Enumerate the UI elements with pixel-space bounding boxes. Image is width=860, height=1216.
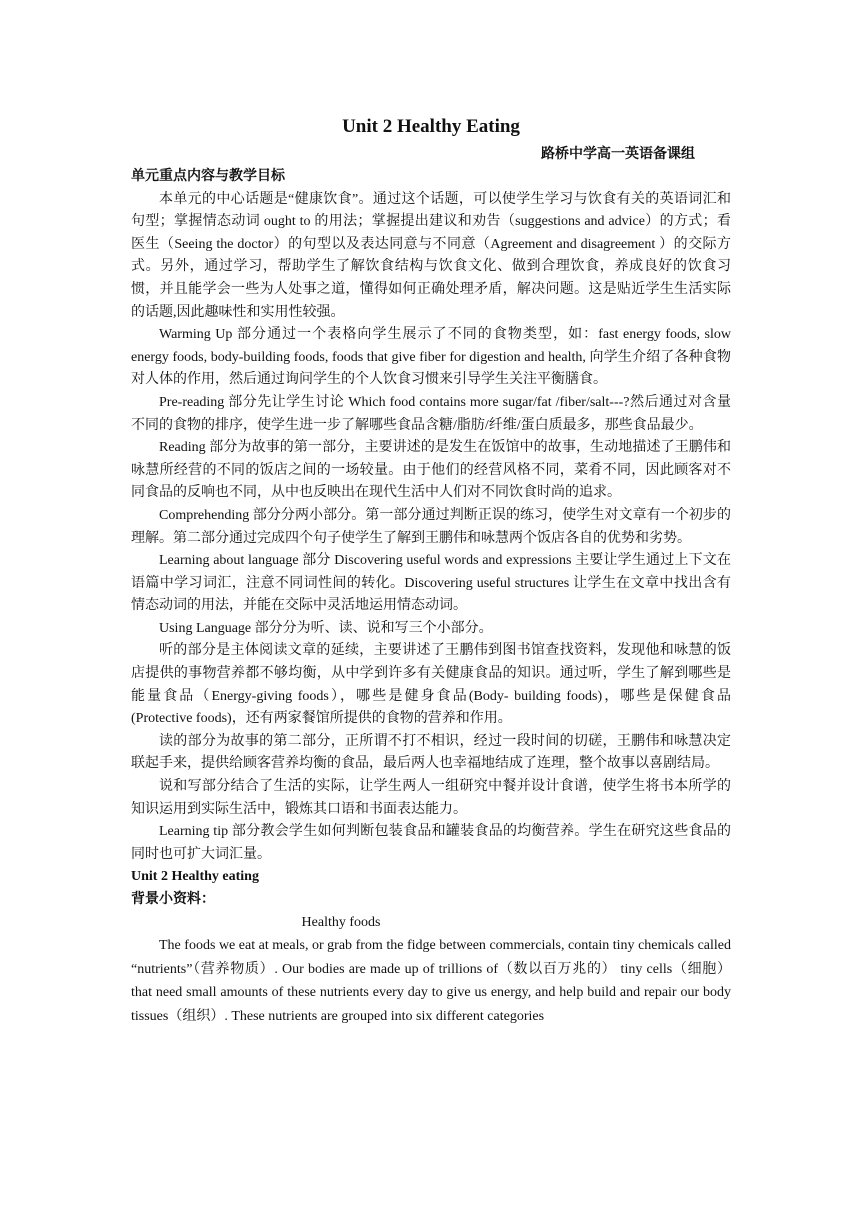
paragraph-using-language: Using Language 部分分为听、读、说和写三个小部分。 xyxy=(159,620,493,636)
paragraph-learning-tip: Learning tip 部分教会学生如何判断包装食品和罐装食品的均衡营养。学生在研究这些食品的同时也可扩大词汇量。 xyxy=(131,824,731,862)
document-body xyxy=(131,116,731,1028)
reading-text: The foods we eat at meals, or grab from the fidge between commercials, contain tiny chemicals called “nutrients”（营养物质）. Our bodies are made up of trillions of（数以百万兆的） tiny cells（细胞） that need small amounts of these nutrients every day to give us energy, and help build and repair our body tissues（组织）. These nutrients are grouped into six different categories xyxy=(131,938,731,1024)
paragraph-learning-language: Learning about language 部分 Discovering useful words and expressions 主要让学生通过上下文在语篇中学习词汇，注意不同词性间的转化。Discovering useful structures 让学生在文章中找出含有情态动词的用法，并能在交际中灵活地运用情态动词。 xyxy=(131,553,731,614)
paragraph-comprehending: Comprehending 部分分两小部分。第一部分通过判断正误的练习，使学生对文章有一个初步的理解。第二部分通过完成四个句子使学生了解到王鹏伟和咏慧两个饭店各自的优势和劣势。 xyxy=(131,507,731,546)
author-line: 路桥中学高一英语备课组 xyxy=(541,147,695,162)
paragraph-warming-up: Warming Up 部分通过一个表格向学生展示了不同的食物类型，如：fast energy foods, slow energy foods, body-building foods, foods that give fiber for digestion and health, 向学生介绍了各种食物对人体的作用，然后通过询问学生的个人饮食习惯来引导学生关注平衡膳食。 xyxy=(131,327,731,388)
document-title: Unit 2 Healthy Eating xyxy=(342,116,520,137)
paragraph-pre-reading: Pre-reading 部分先让学生讨论 Which food contains more sugar/fat /fiber/salt---?然后通过对含量不同的食物的排序，使学生进一步了解哪些食品含糖/脂肪/纤维/蛋白质最多，那些食品最少。 xyxy=(131,394,731,433)
reading-title: Healthy foods xyxy=(301,914,381,930)
paragraph-reading-part: 读的部分为故事的第二部分，正所谓不打不相识，经过一段时间的切磋，王鹏伟和咏慧决定联起手来，提供给顾客营养均衡的食品，最后两人也幸福地结成了连理，整个故事以喜剧结局。 xyxy=(131,733,731,772)
paragraph-speaking-writing: 说和写部分结合了生活的实际，让学生两人一组研究中餐并设计食谱，使学生将书本所学的知识运用到实际生活中，锻炼其口语和书面表达能力。 xyxy=(131,779,731,817)
section-heading: 单元重点内容与教学目标 xyxy=(131,169,285,184)
background-heading: 背景小资料： xyxy=(131,892,215,907)
unit-heading: Unit 2 Healthy eating xyxy=(131,869,259,885)
paragraph-reading: Reading 部分为故事的第一部分，主要讲述的是发生在饭馆中的故事，生动地描述了王鹏伟和咏慧所经营的不同的饭店之间的一场较量。由于他们的经营风格不同，菜肴不同，因此顾客对不同食品的反响也不同，从中也反映出在现代生活中人们对不同饮食时尚的追求。 xyxy=(131,440,731,501)
paragraph-intro: 本单元的中心话题是“健康饮食”。通过这个话题，可以使学生学习与饮食有关的英语词汇和句型；掌握情态动词 ought to 的用法；掌握提出建议和劝告（suggestions and advice）的方式；看医生（Seeing the doctor）的句型以及表达同意与不同意（Agreement and disagreement ）的交际方式。另外，通过学习，帮助学生了解饮食结构与饮食文化、做到合理饮食，养成良好的饮食习惯，并且能学会一些为人处事之道，懂得如何正确处理矛盾，解决问题。这是贴近学生生活实际的话题,因此趣味性和实用性较强。 xyxy=(131,191,731,320)
paragraph-listening: 听的部分是主体阅读文章的延续，主要讲述了王鹏伟到图书馆查找资料，发现他和咏慧的饭店提供的事物营养都不够均衡，从中学到许多有关健康食品的知识。通过听，学生了解到哪些是能量食品（Energy-giving foods），哪些是健身食品(Body- building foods)，哪些是保健食品(Protective foods)，还有两家餐馆所提供的食物的营养和作用。 xyxy=(131,643,731,727)
